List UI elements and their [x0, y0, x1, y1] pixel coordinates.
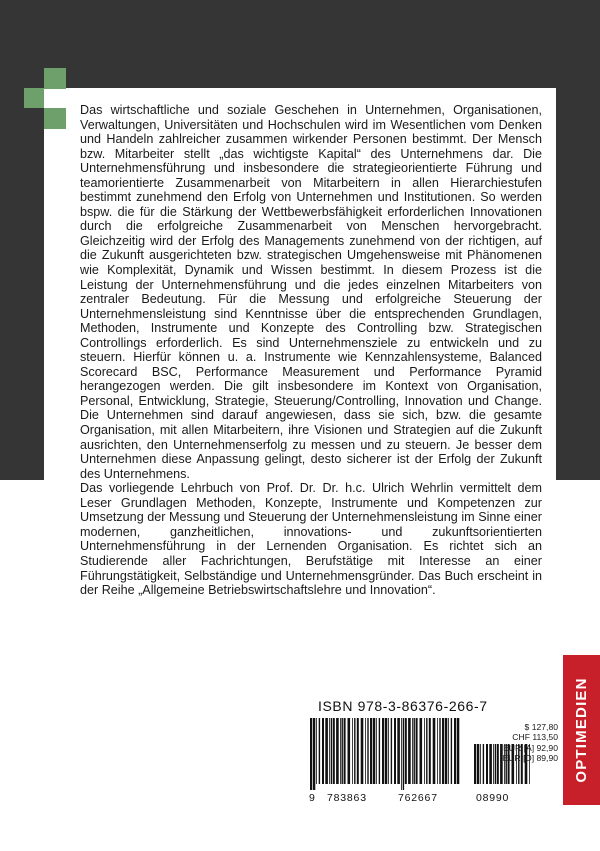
- barcode-digits-left: 783863: [327, 792, 367, 804]
- barcode-bar: [448, 718, 449, 784]
- barcode-bar: [352, 718, 353, 784]
- barcode-bar: [403, 718, 404, 790]
- barcode-bar: [457, 718, 460, 784]
- barcode-bar: [316, 718, 317, 784]
- barcode-bar: [336, 718, 339, 784]
- barcode-bar: [385, 718, 388, 784]
- price-list: [480, 722, 558, 764]
- barcode-bar: [354, 718, 355, 784]
- barcode-bar: [401, 718, 402, 790]
- barcode-bar: [439, 718, 440, 784]
- barcode-bar: [445, 718, 448, 784]
- barcode-bar: [342, 718, 343, 784]
- barcode-bar: [361, 718, 364, 784]
- blurb-paragraph-1: Das wirtschaftliche und soziale Geschehen in Unternehmen, Organisationen, Verwaltungen, Universitäten und Hochschulen wird im Wesentlichen vom Denken und Handeln zahlreicher zusammen wirkender Personen bestimmt. Der Mensch bzw. Mitarbeiter stellt „das wichtigste Kapital“ des Unternehmens dar. Die Unternehmensführung und insbesondere die strategieorientierte Führung und teamorientierte Zusammenarbeit von Mitarbeitern in allen Hierarchiestufen bestimmt zunehmend den Erfolg von Unternehmen und Institutionen. So werden bspw. die für die Stärkung der Wettbewerbsfähigkeit erforderlichen Innovationen durch die erfolgreiche Zusammenarbeit von Menschen hervorgebracht. Gleichzeitig wird der Erfolg des Managements zunehmend von der richtigen, auf die Zukunft ausgerichteten bzw. strategischen Umgehensweise mit Phänomenen wie Komplexität, Dynamik und Wissen bestimmt. In diesem Prozess ist die Leistung der Unternehmensführung und die jedes einzelnen Mitarbeiters von zentraler Bedeutung. Für die Messung und erfolgreiche Steuerung der Unternehmensleistung sind Kenntnisse über die entsprechenden Grundlagen, Methoden, Instrumente und Konzepte des Controlling bzw. Strategischen Controllings erforderlich. Es sind Unternehmensziele zu entwickeln und zu steuern. Hierfür können u. a. Instrumente wie Kennzahlensysteme, Balanced Scorecard BSC, Performance Measurement und Performance Pyramid herangezogen werden. Die gilt insbesondere im Kontext von Organisation, Personal, Entwicklung, Strategie, Steuerung/Controlling, Innovation und Change. Die Unternehmen sind darauf angewiesen, dass sie sich, bzw. die gesamte Organisation, mit allen Mitarbeitern, ihre Visionen und Strategien auf die Zukunft ausrichten, den Unternehmenserfolg zu messen und zu steuern. Je besser dem Unternehmen diese Anpassung gelingt, desto sicherer ist der Erfolg der Zukunft des Unternehmens.: [80, 103, 542, 481]
- barcode-bar: [405, 718, 407, 784]
- price-eur-at: EUR [A] 92,90: [503, 742, 558, 753]
- barcode-bar: [370, 718, 372, 784]
- barcode-bar: [376, 718, 377, 784]
- barcode-bar: [433, 718, 436, 784]
- barcode-digit-lead: 9: [309, 792, 315, 804]
- barcode-bar: [382, 718, 384, 784]
- barcode-bar: [357, 718, 359, 784]
- barcode-bar: [426, 718, 427, 784]
- barcode-bar: [442, 718, 444, 784]
- price-usd: $ 127,80: [524, 722, 558, 732]
- barcode-bar: [477, 744, 480, 784]
- barcode-bar: [329, 718, 330, 784]
- barcode-bar: [365, 718, 366, 784]
- barcode-bar: [319, 718, 320, 784]
- barcode-bar: [414, 718, 415, 784]
- barcode-bar: [394, 718, 396, 784]
- ean-barcode: [308, 718, 460, 790]
- barcode-digits-addon: 08990: [476, 792, 510, 804]
- barcode-bar: [420, 718, 423, 784]
- isbn-label: ISBN 978-3-86376-266-7: [318, 698, 488, 714]
- barcode-bar: [322, 718, 324, 784]
- barcode-bar: [367, 718, 368, 784]
- barcode-bar: [408, 718, 411, 784]
- accent-square-bottom: [44, 108, 66, 129]
- barcode-bar: [331, 718, 332, 784]
- publisher-logo-text: OPTIMEDIEN: [573, 677, 590, 783]
- barcode-bar: [474, 744, 476, 784]
- barcode-bar: [325, 718, 328, 784]
- barcode-bar: [451, 718, 452, 784]
- barcode-bar: [429, 718, 431, 784]
- barcode-bar: [397, 718, 400, 784]
- price-chf: CHF 113,50: [512, 732, 558, 743]
- accent-square-left: [24, 88, 44, 108]
- barcode-bar: [388, 718, 389, 784]
- barcode-bar: [412, 718, 413, 784]
- blurb-paragraph-2: Das vorliegende Lehrbuch von Prof. Dr. Dr. h.c. Ulrich Wehrlin vermittelt dem Leser Grundlagen Methoden, Konzepte, Instrumente und Kompetenzen zur Umsetzung der Messung und Steuerung der Unternehmensleistung im Sinne einer modernen, ganzheitlichen, innovations- und zukunftsorientierten Unternehmensführung in der Lernenden Organisation. Es richtet sich an Studierende aller Fachrichtungen, Berufstätige mit Interesse an einer Führungstätigkeit, Selbständige und Unternehmensgründer. Das Buch erscheint in der Reihe „Allgemeine Betriebswirtschaftslehre und Innovation“.: [80, 481, 542, 598]
- barcode-bar: [416, 718, 418, 784]
- barcode-bar: [379, 718, 380, 784]
- barcode-bar: [437, 718, 438, 784]
- barcode-bar: [333, 718, 335, 784]
- barcode-bar: [313, 718, 316, 790]
- barcode-bar: [454, 718, 456, 784]
- publisher-tab: [563, 655, 600, 805]
- barcode-digits-right: 762667: [398, 792, 438, 804]
- back-cover-blurb: [80, 103, 542, 598]
- price-eur-de: EUR [D] 89,90: [502, 753, 558, 764]
- barcode-bar: [373, 718, 376, 784]
- barcode-bar: [344, 718, 346, 784]
- barcode-bar: [391, 718, 392, 784]
- barcode-bar: [348, 718, 351, 784]
- barcode-bar: [310, 718, 312, 790]
- barcode-bar: [340, 718, 341, 784]
- accent-square-top: [44, 68, 66, 89]
- barcode-bar: [424, 718, 425, 784]
